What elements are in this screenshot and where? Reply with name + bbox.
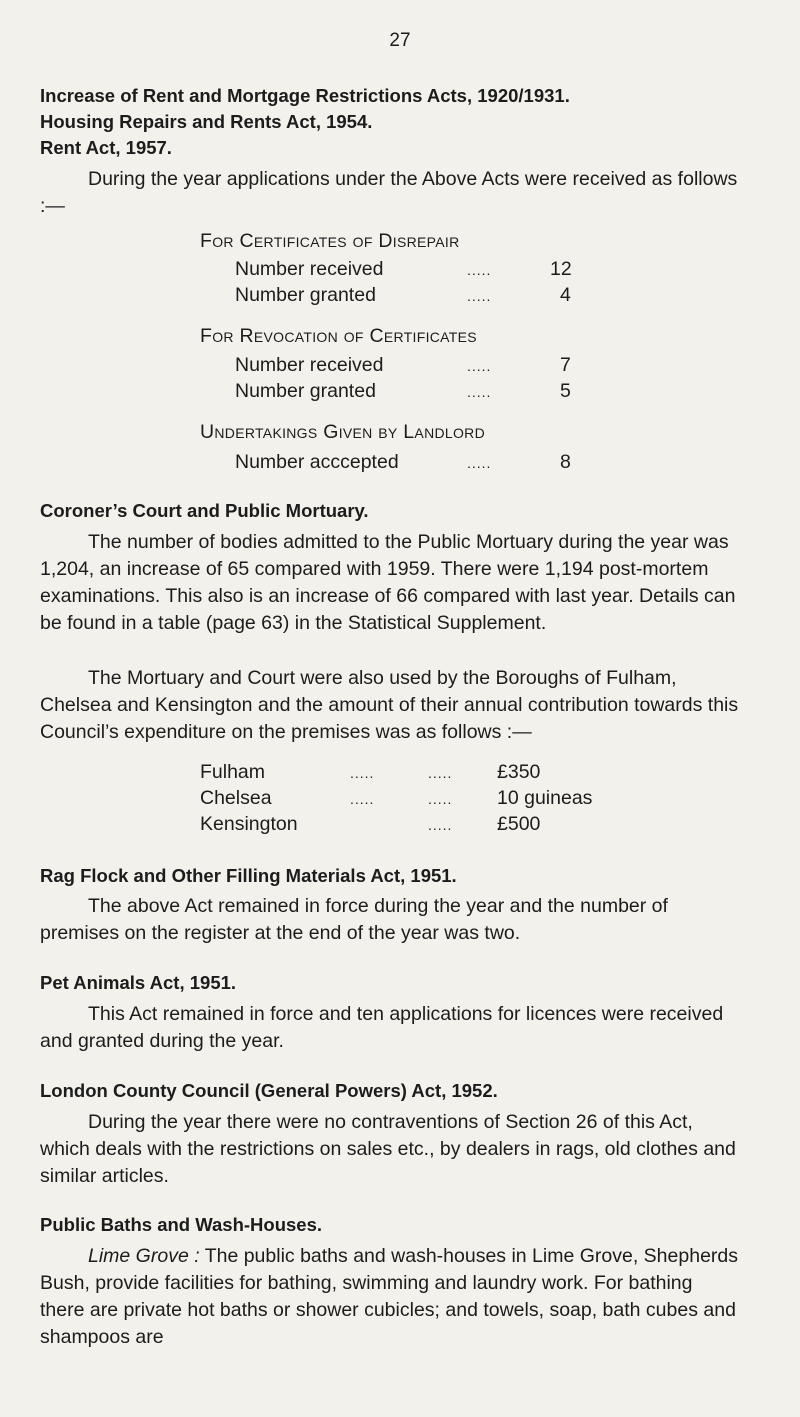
intro-paragraph: During the year applications under the Above Acts were received as follows :— [40,168,738,217]
heading-lcc-act: London County Council (General Powers) Act, 1952. [40,1080,498,1101]
lcc-paragraph: During the year there were no contraventions of Section 26 of this Act, which deals with the restrictions on sales etc., by dealers in rags, old clothes and similar articles. [40,1111,736,1187]
undertakings-title: Undertakings Given by Landlord [200,421,485,443]
heading-rag-flock-act: Rag Flock and Other Filling Materials Act, 1951. [40,865,457,886]
heading-rent-acts: Increase of Rent and Mortgage Restrictions Acts, 1920/1931. [40,85,570,106]
coroner-paragraph-1: The number of bodies admitted to the Public Mortuary during the year was 1,204, an increase of 65 compared with 1959. There were 1,194 post-mortem examinations. This also is an increase of 66 compared with last year. Details can be found in a table (page 63) in the Statistical Supplement. [40,531,736,634]
lime-grove-lead: Lime Grove : [88,1245,200,1267]
heading-coroners-court: Coroner’s Court and Public Mortuary. [40,500,369,521]
heading-rent-act-1957: Rent Act, 1957. [40,137,172,158]
baths-paragraph [40,1243,740,1351]
page-number: 27 [389,30,411,51]
baths-text: The public baths and wash-houses in Lime Grove, Shepherds Bush, provide facilities for bathing, swimming and laundry work. For bathing there are private hot baths or shower cubicles; and towels, soap, bath cubes and shampoos are [40,1245,738,1348]
rag-flock-paragraph: The above Act remained in force during the year and the number of premises on the register at the end of the year was two. [40,895,668,944]
pet-animals-paragraph: This Act remained in force and ten applications for licences were received and granted during the year. [40,1003,724,1052]
disrepair-title: For Certificates of Disrepair [200,230,460,252]
heading-housing-repairs-act: Housing Repairs and Rents Act, 1954. [40,111,373,132]
heading-pet-animals-act: Pet Animals Act, 1951. [40,972,237,993]
revocation-title: For Revocation of Certificates [200,325,477,347]
heading-public-baths: Public Baths and Wash-Houses. [40,1214,322,1235]
coroner-paragraph-2: The Mortuary and Court were also used by the Boroughs of Fulham, Chelsea and Kensington and the amount of their annual contribution towards this Council’s expenditure on the premises was as follows :— [40,667,739,743]
